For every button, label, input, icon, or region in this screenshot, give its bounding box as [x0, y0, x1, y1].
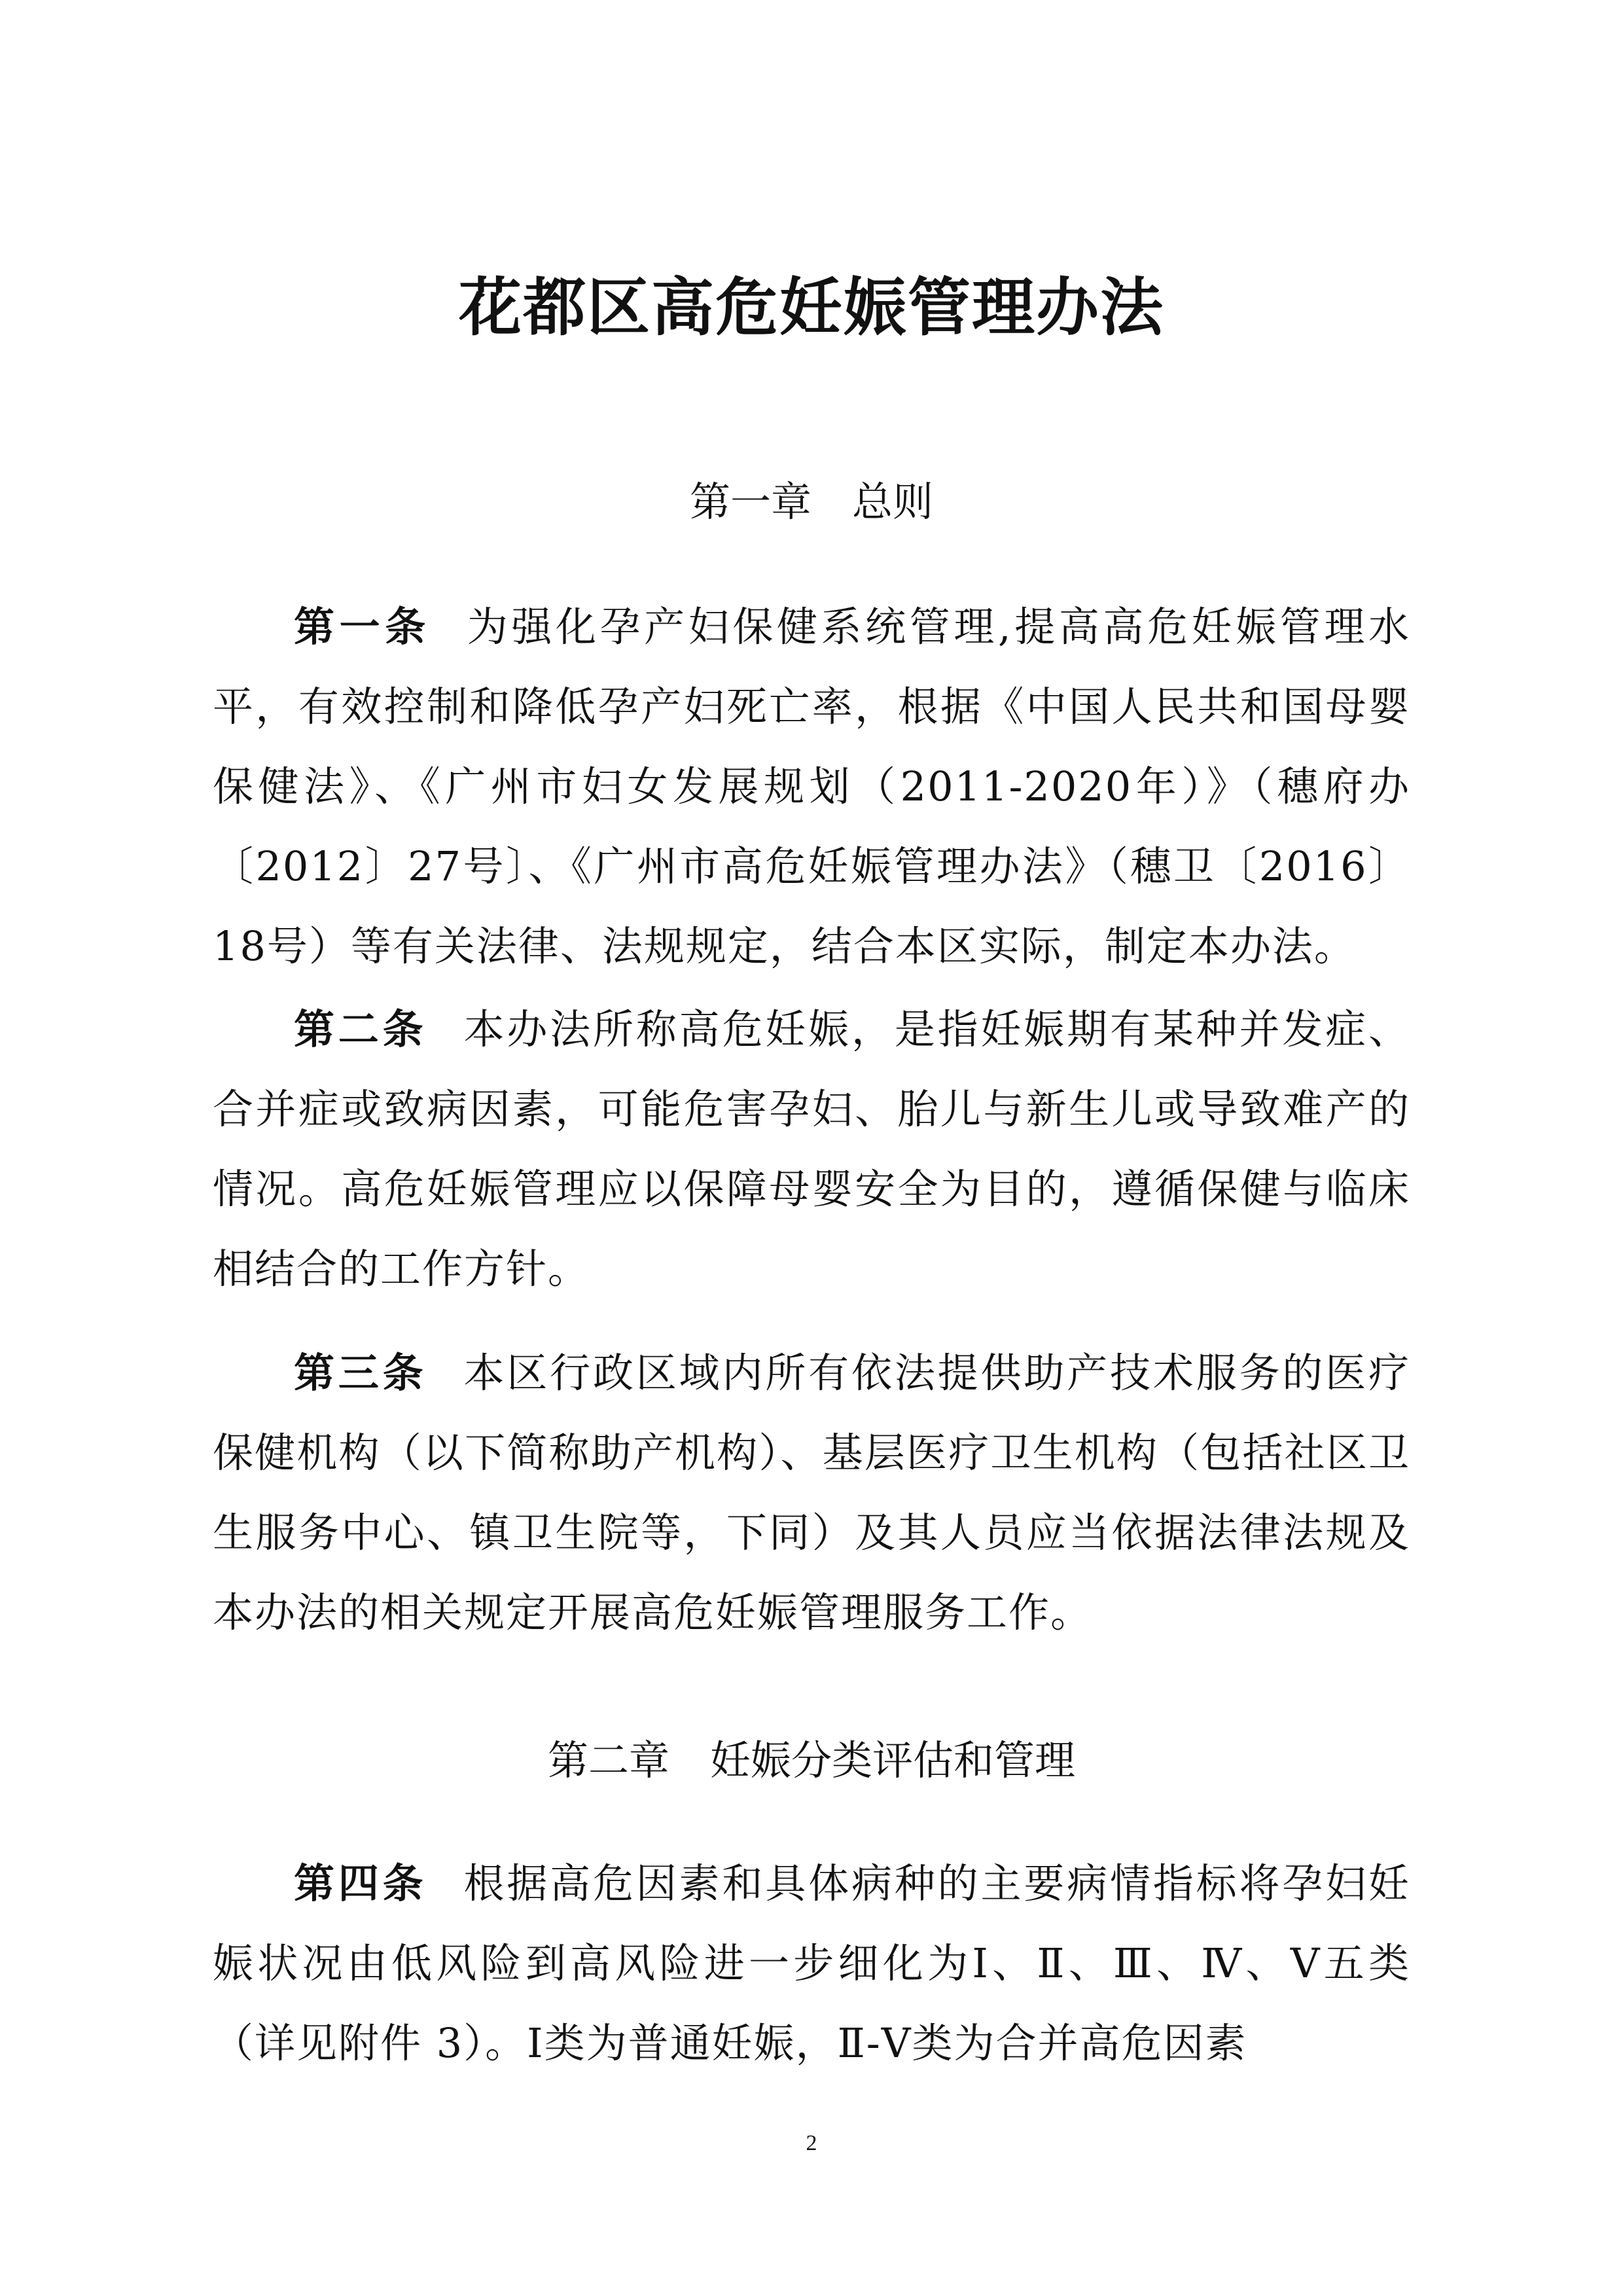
article-4 — [213, 1844, 1410, 2083]
article-4-label: 第四条 — [294, 1859, 427, 1907]
chapter-2-heading: 第二章 妊娠分类评估和管理 — [547, 1736, 1075, 1784]
article-3 — [213, 1333, 1410, 1653]
article-2-text: 本办法所称高危妊娠，是指妊娠期有某种并发症、合并症或致病因素，可能危害孕妇、胎儿与新生儿或导致难产的情况。高危妊娠管理应以保障母婴安全为目的，遵循保健与临床相结合的工作方针。 — [213, 1005, 1410, 1293]
article-1-text: 为强化孕产妇保健系统管理,提高高危妊娠管理水平，有效控制和降低孕产妇死亡率，根据《中国人民共和国母婴保健法》、《广州市妇女发展规划（2011-2020年）》（穗府办〔2012〕27号〕、《广州市高危妊娠管理办法》（穗卫〔2016〕18号）等有关法律、法规规定，结合本区实际，制定本办法。 — [213, 603, 1410, 970]
article-3-text: 本区行政区域内所有依法提供助产技术服务的医疗保健机构（以下简称助产机构）、基层医疗卫生机构（包括社区卫生服务中心、镇卫生院等，下同）及其人员应当依据法律法规及本办法的相关规定开展高危妊娠管理服务工作。 — [213, 1349, 1410, 1636]
chapter-1-heading: 第一章 总则 — [689, 478, 933, 526]
article-1 — [213, 587, 1410, 986]
document-title: 花都区高危妊娠管理办法 — [459, 270, 1164, 344]
article-1-label: 第一条 — [294, 603, 431, 651]
article-2-label: 第二条 — [294, 1005, 427, 1053]
article-4-text: 根据高危因素和具体病种的主要病情指标将孕妇妊娠状况由低风险到高风险进一步细化为Ⅰ、Ⅱ、Ⅲ、Ⅳ、Ⅴ五类（详见附件 3）。Ⅰ类为普通妊娠，Ⅱ-Ⅴ类为合并高危因素 — [213, 1859, 1410, 2067]
page-number: 2 — [806, 2131, 817, 2155]
article-3-label: 第三条 — [294, 1349, 427, 1397]
article-2 — [213, 990, 1410, 1309]
